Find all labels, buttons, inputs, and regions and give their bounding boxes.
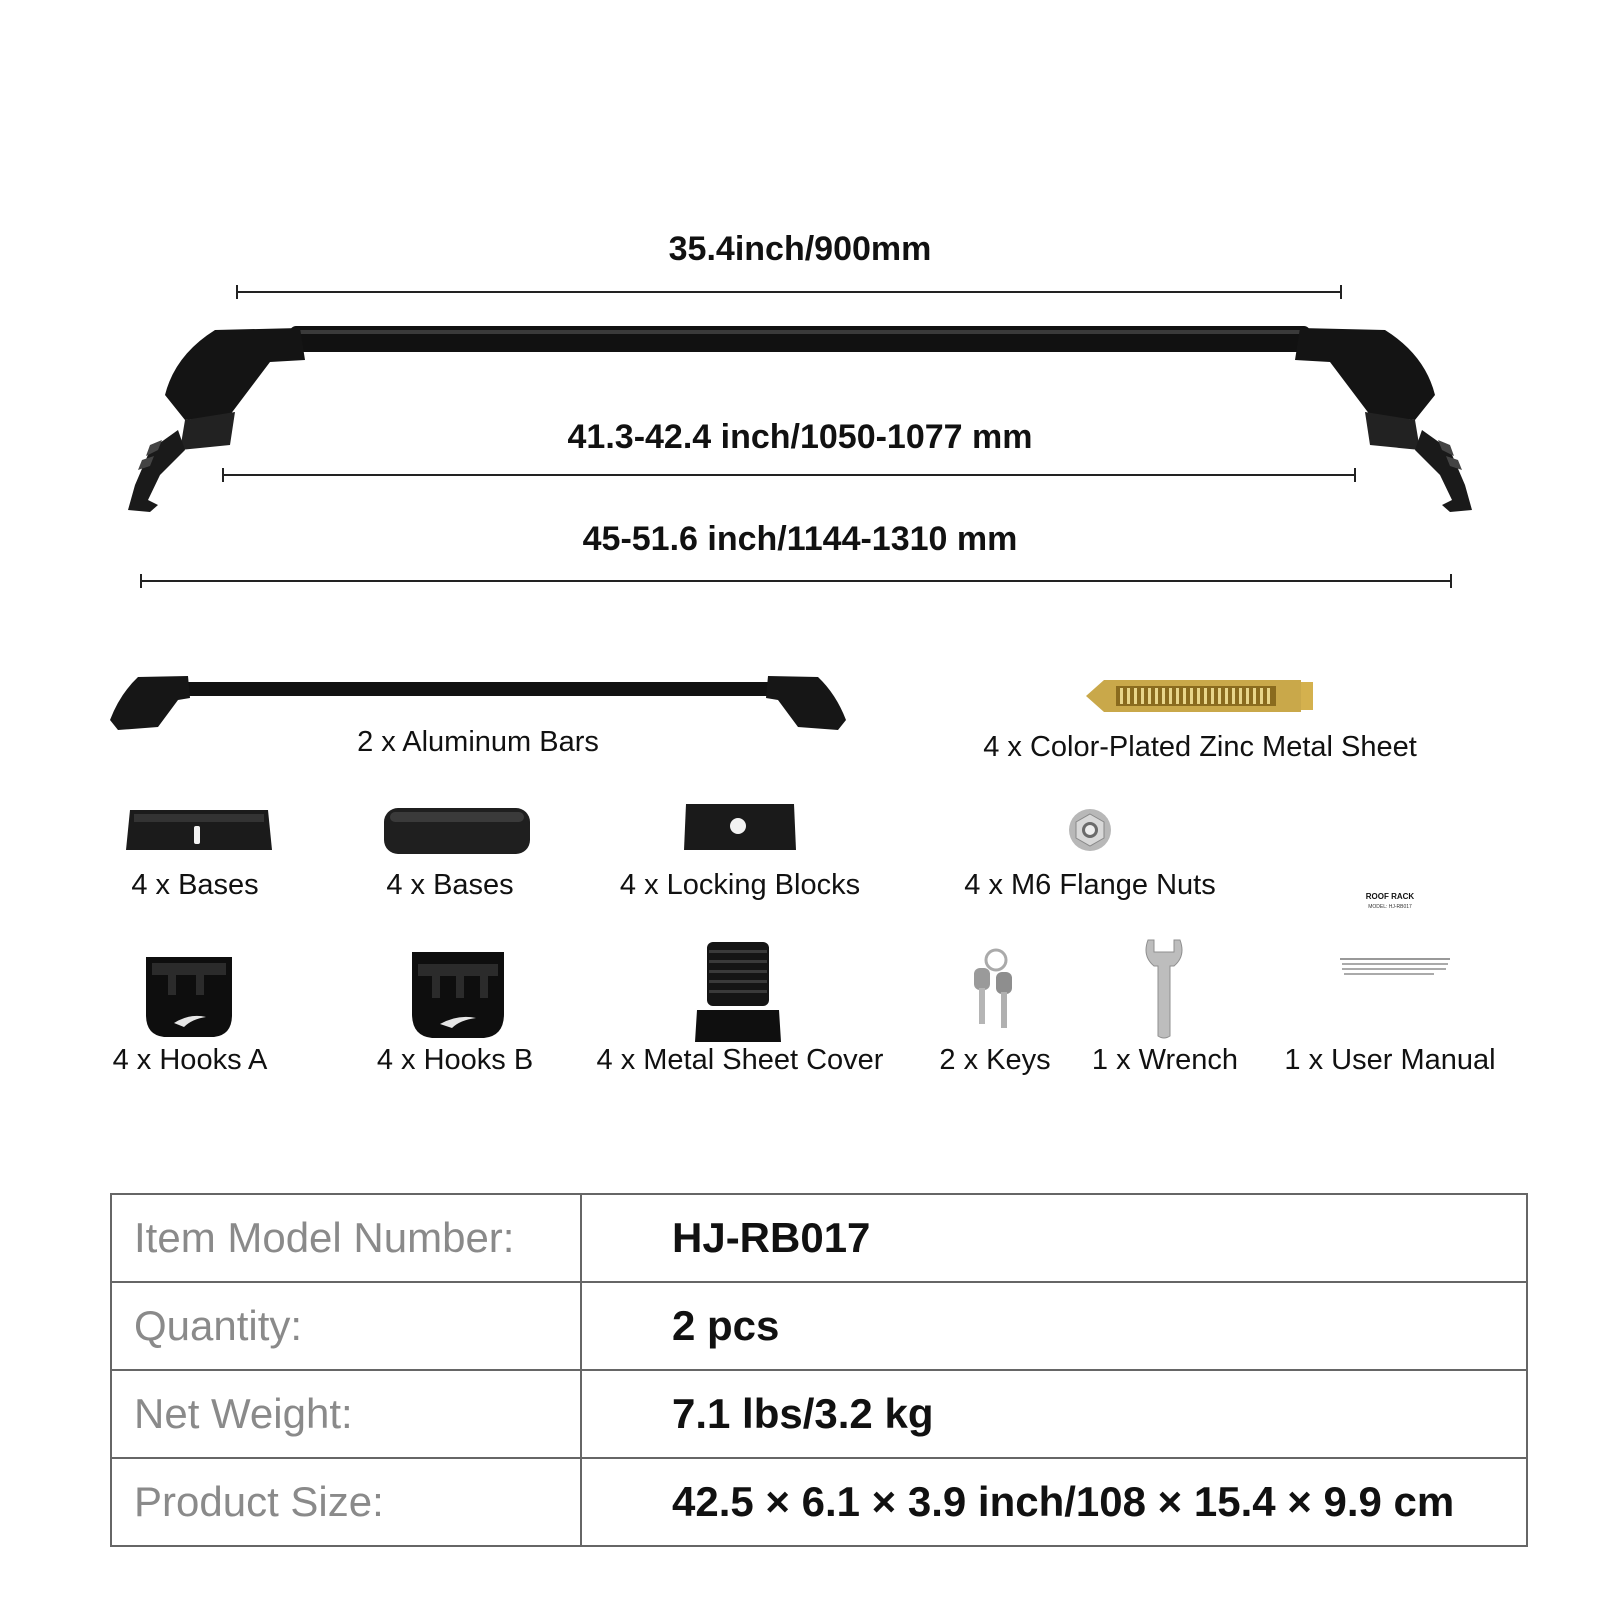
- overall-range-line: [140, 580, 1452, 582]
- table-row: [111, 1194, 1527, 1282]
- metal-sheet-cover-icon: [693, 940, 783, 1044]
- spec-value-size: 42.5 × 6.1 × 3.9 inch/108 × 15.4 × 9.9 cm: [581, 1458, 1527, 1546]
- table-row: [111, 1370, 1527, 1458]
- manual-title: ROOF RACK: [1365, 892, 1415, 901]
- user-manual-icon: [1330, 890, 1450, 1000]
- user-manual-label: 1 x User Manual: [1284, 1044, 1496, 1076]
- base-a-icon: [124, 806, 274, 856]
- spec-table: [110, 1193, 1528, 1547]
- flange-nut-icon: [1068, 808, 1112, 852]
- flange-nuts-label: 4 x M6 Flange Nuts: [964, 869, 1216, 901]
- manual-subtitle: MODEL: HJ-RB017: [1368, 904, 1412, 910]
- spec-key-model: Item Model Number:: [111, 1194, 581, 1282]
- wrench-label: 1 x Wrench: [1091, 1044, 1239, 1076]
- overall-range-label: 45-51.6 inch/1144-1310 mm: [582, 520, 1018, 558]
- bar-length-line: [236, 291, 1342, 293]
- base-b-icon: [382, 806, 532, 856]
- keys-label: 2 x Keys: [939, 1044, 1051, 1076]
- spec-value-weight: 7.1 lbs/3.2 kg: [581, 1370, 1527, 1458]
- keys-icon: [968, 948, 1018, 1032]
- zinc-metal-sheet-label: 4 x Color-Plated Zinc Metal Sheet: [983, 731, 1417, 763]
- hook-b-icon: [410, 950, 506, 1040]
- locking-blocks-label: 4 x Locking Blocks: [619, 869, 861, 901]
- zinc-metal-sheet-icon: [1086, 678, 1316, 714]
- spec-value-model: HJ-RB017: [581, 1194, 1527, 1282]
- crossbar-range-line: [222, 474, 1356, 476]
- spec-key-size: Product Size:: [111, 1458, 581, 1546]
- spec-value-quantity: 2 pcs: [581, 1282, 1527, 1370]
- metal-sheet-cover-label: 4 x Metal Sheet Cover: [596, 1044, 884, 1076]
- crossbar-range-label: 41.3-42.4 inch/1050-1077 mm: [567, 418, 1033, 456]
- bases-a-label: 4 x Bases: [131, 869, 259, 901]
- aluminum-bars-label: 2 x Aluminum Bars: [357, 726, 599, 758]
- table-row: [111, 1282, 1527, 1370]
- hooks-a-label: 4 x Hooks A: [112, 1044, 268, 1076]
- hook-a-icon: [144, 955, 234, 1039]
- locking-block-icon: [682, 802, 798, 854]
- wrench-icon: [1142, 936, 1186, 1040]
- hooks-b-label: 4 x Hooks B: [376, 1044, 534, 1076]
- spec-key-quantity: Quantity:: [111, 1282, 581, 1370]
- bases-b-label: 4 x Bases: [386, 869, 514, 901]
- bar-length-label: 35.4inch/900mm: [668, 230, 932, 268]
- spec-key-weight: Net Weight:: [111, 1370, 581, 1458]
- table-row: [111, 1458, 1527, 1546]
